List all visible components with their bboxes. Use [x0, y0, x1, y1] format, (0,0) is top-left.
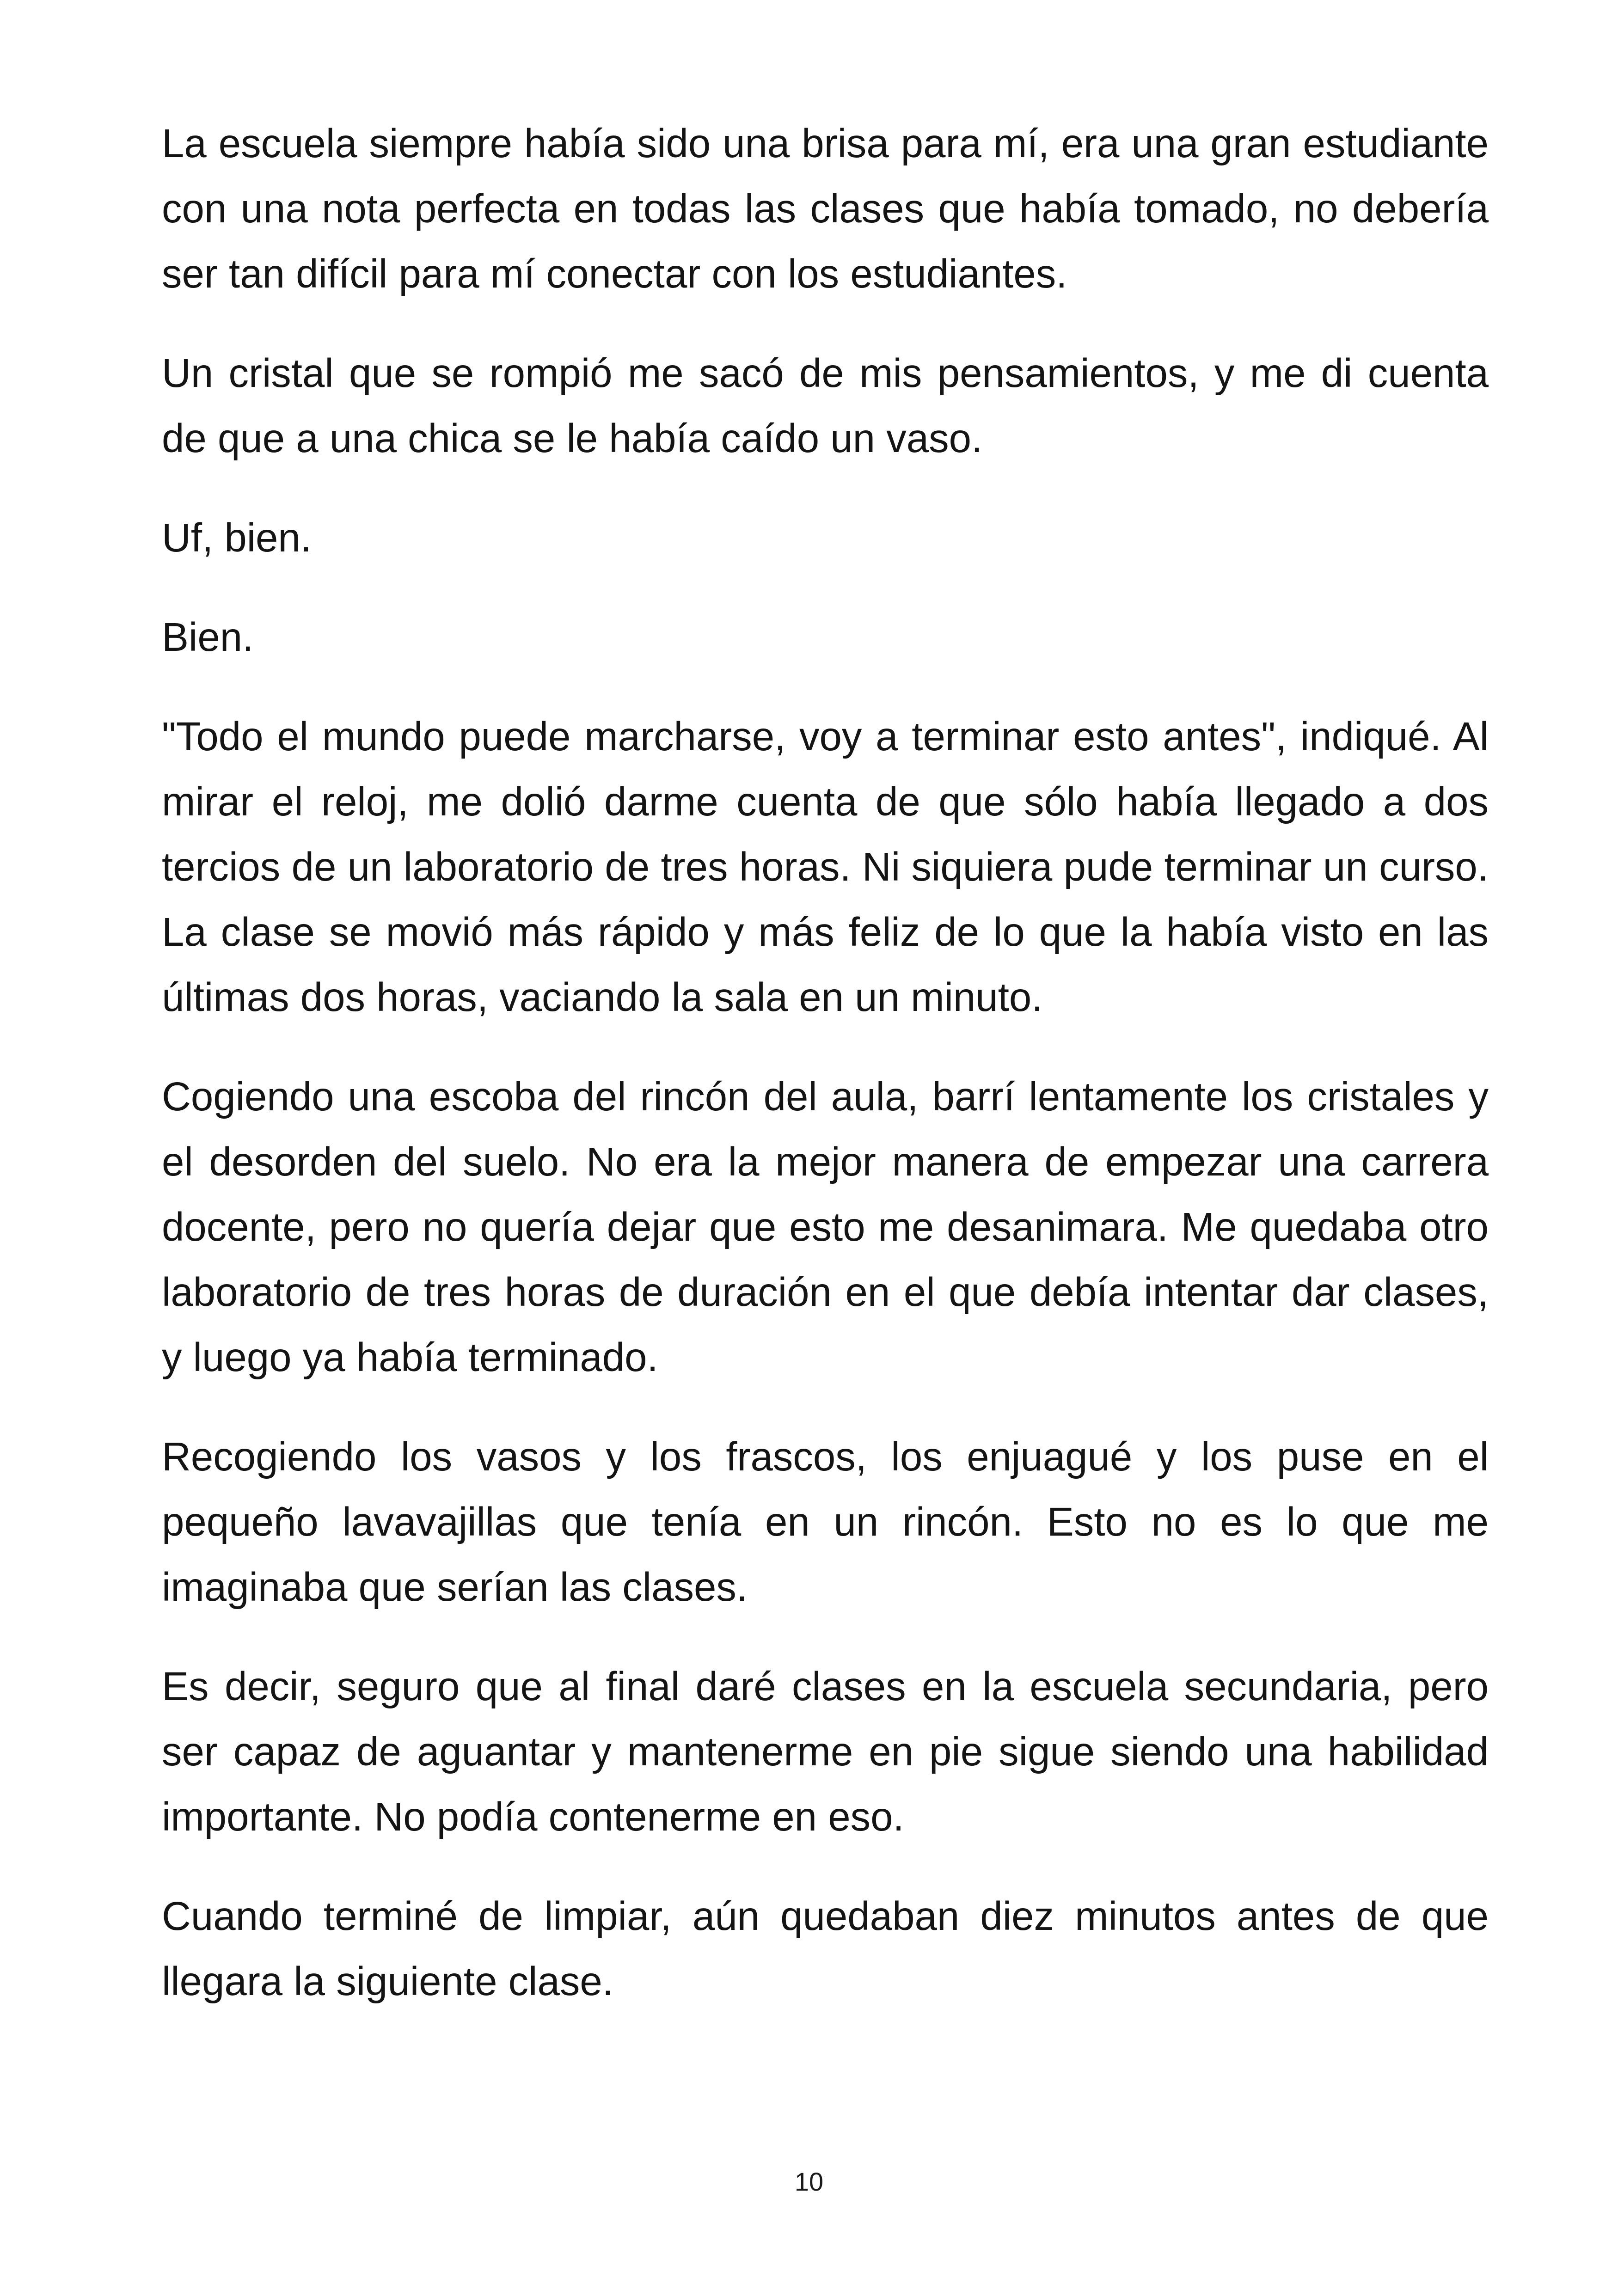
paragraph-5: "Todo el mundo puede marcharse, voy a terminar esto antes", indiqué. Al mirar el reloj, me dolió darme cuenta de que sólo había llegado a dos tercios de un laboratorio de tres horas. Ni siquiera pude terminar un curso. La clase se movió más rápido y más feliz de lo que la había visto en las últimas dos horas, vaciando la sala en un minuto. [162, 714, 1489, 1020]
page-number: 10 [794, 2167, 824, 2196]
paragraph-1: La escuela siempre había sido una brisa para mí, era una gran estudiante con una nota perfecta en todas las clases que había tomado, no debería ser tan difícil para mí conectar con los estudiantes. [162, 121, 1489, 296]
paragraph-8: Es decir, seguro que al final daré clases en la escuela secundaria, pero ser capaz de aguantar y mantenerme en pie sigue siendo una habilidad importante. No podía contenerme en eso. [162, 1664, 1489, 1839]
page-body [162, 111, 1489, 2048]
paragraph-9: Cuando terminé de limpiar, aún quedaban diez minutos antes de que llegara la siguiente clase. [162, 1894, 1489, 2004]
paragraph-7: Recogiendo los vasos y los frascos, los enjuagué y los puse en el pequeño lavavajillas que tenía en un rincón. Esto no es lo que me imaginaba que serían las clases. [162, 1434, 1489, 1610]
paragraph-6: Cogiendo una escoba del rincón del aula, barrí lentamente los cristales y el desorden del suelo. No era la mejor manera de empezar una carrera docente, pero no quería dejar que esto me desanimara. Me quedaba otro laboratorio de tres horas de duración en el que debía intentar dar clases, y luego ya había terminado. [162, 1074, 1489, 1380]
paragraph-3: Uf, bien. [162, 515, 312, 560]
paragraph-4: Bien. [162, 615, 254, 660]
paragraph-2: Un cristal que se rompió me sacó de mis pensamientos, y me di cuenta de que a una chica se le había caído un vaso. [162, 351, 1489, 461]
